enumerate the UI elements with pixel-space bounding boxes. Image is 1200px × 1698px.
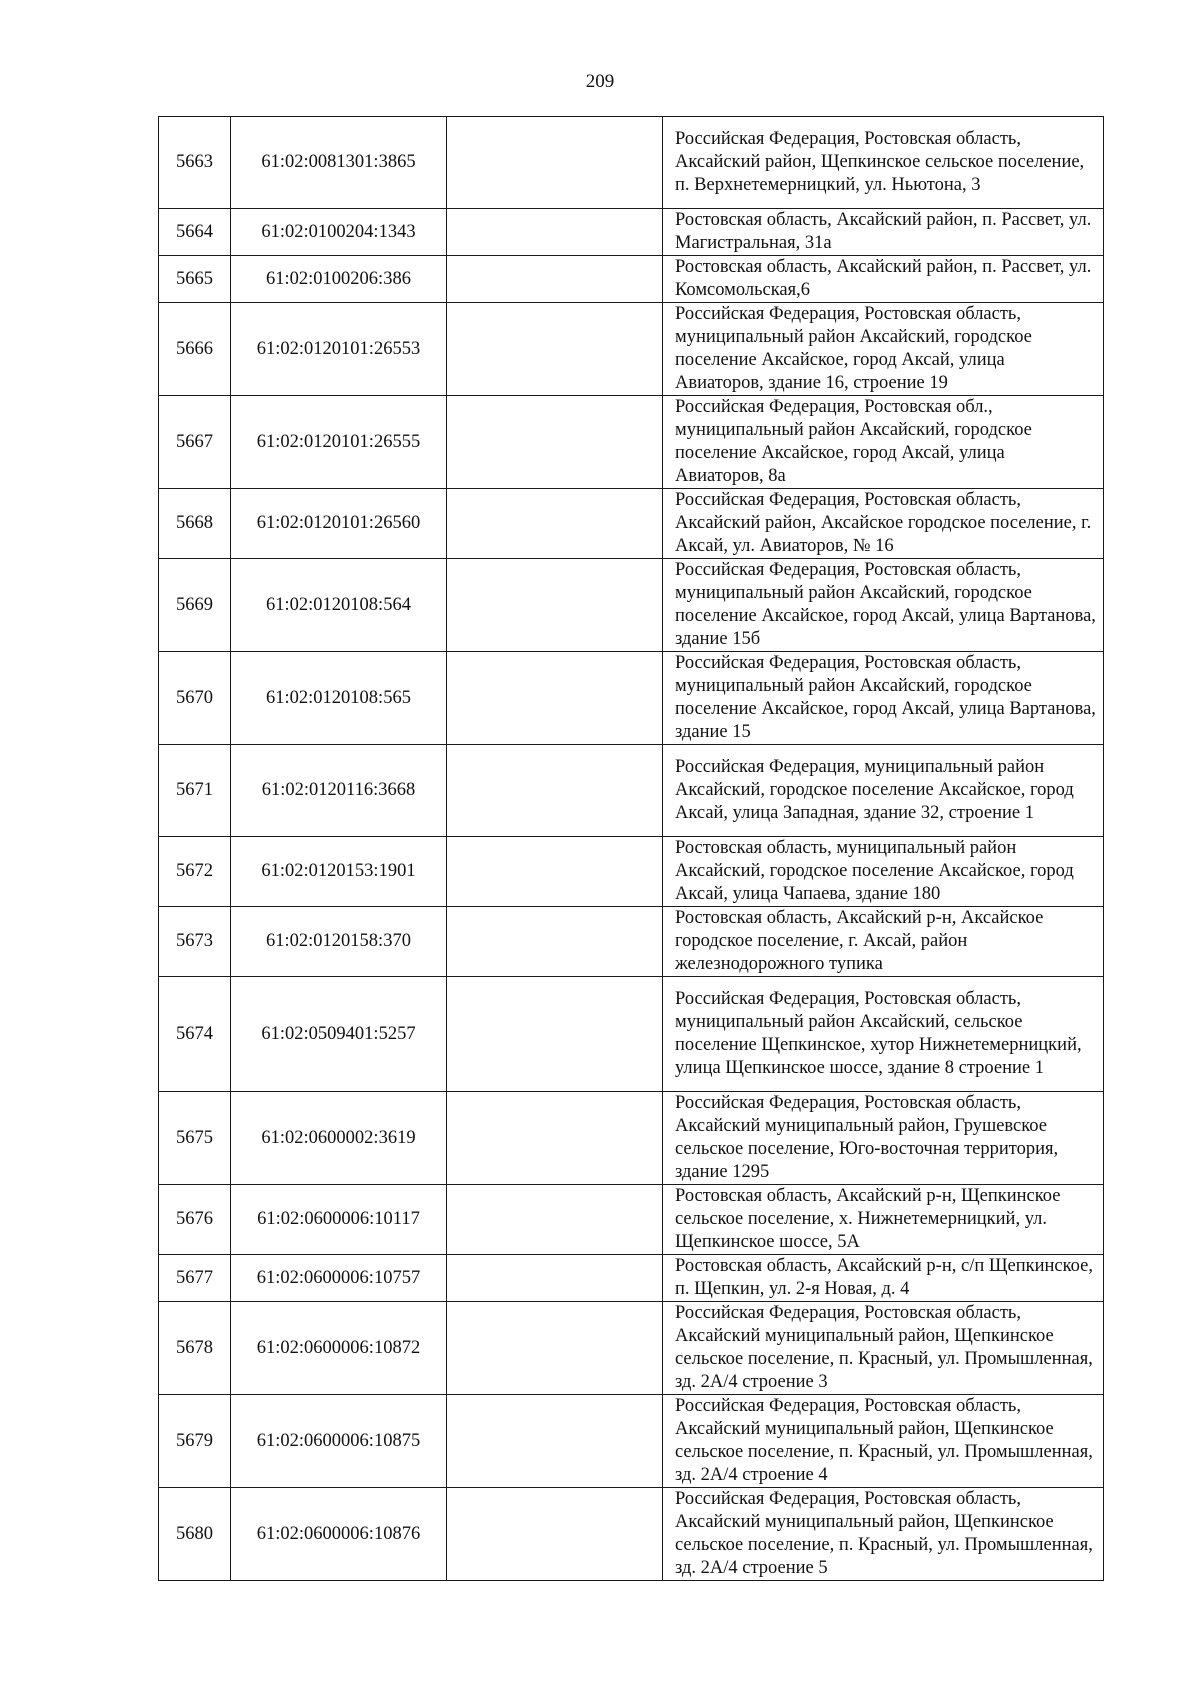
table-row	[159, 1302, 1104, 1395]
cadastral-number-cell: 61:02:0509401:5257	[231, 977, 447, 1092]
cadastral-number-cell: 61:02:0120153:1901	[231, 837, 447, 907]
table-row	[159, 745, 1104, 837]
table-row	[159, 1488, 1104, 1581]
row-number-cell: 5670	[159, 652, 231, 745]
empty-cell	[447, 1092, 663, 1185]
cadastral-number-cell: 61:02:0600006:10876	[231, 1488, 447, 1581]
address-cell: Российская Федерация, Ростовская область, Аксайский муниципальный район, Щепкинское сельское поселение, п. Красный, ул. Промышленная, зд. 2А/4 строение 4	[663, 1395, 1104, 1488]
table-row	[159, 396, 1104, 489]
table-row	[159, 652, 1104, 745]
row-number-cell: 5671	[159, 745, 231, 837]
row-number-cell: 5676	[159, 1185, 231, 1255]
row-number-cell: 5663	[159, 117, 231, 209]
cadastral-number-cell: 61:02:0600006:10757	[231, 1255, 447, 1302]
cadastral-number-cell: 61:02:0120101:26553	[231, 303, 447, 396]
empty-cell	[447, 837, 663, 907]
row-number-cell: 5673	[159, 907, 231, 977]
address-cell: Российская Федерация, Ростовская область, муниципальный район Аксайский, городское поселение Аксайское, город Аксай, улица Авиаторов, здание 16, строение 19	[663, 303, 1104, 396]
empty-cell	[447, 1488, 663, 1581]
address-cell: Ростовская область, Аксайский район, п. Рассвет, ул. Магистральная, 31а	[663, 209, 1104, 256]
page-number: 209	[585, 71, 615, 92]
cadastral-number-cell: 61:02:0120101:26555	[231, 396, 447, 489]
cadastral-number-cell: 61:02:0100204:1343	[231, 209, 447, 256]
cadastral-number-cell: 61:02:0120108:564	[231, 559, 447, 652]
address-cell: Российская Федерация, Ростовская область, муниципальный район Аксайский, сельское поселение Щепкинское, хутор Нижнетемерницкий, улица Щепкинское шоссе, здание 8 строение 1	[663, 977, 1104, 1092]
row-number-cell: 5680	[159, 1488, 231, 1581]
empty-cell	[447, 1395, 663, 1488]
cadastral-number-cell: 61:02:0120116:3668	[231, 745, 447, 837]
cadastral-number-cell: 61:02:0600006:10875	[231, 1395, 447, 1488]
table-row	[159, 1395, 1104, 1488]
table-row	[159, 1255, 1104, 1302]
row-number-cell: 5678	[159, 1302, 231, 1395]
table-row	[159, 559, 1104, 652]
row-number-cell: 5679	[159, 1395, 231, 1488]
row-number-cell: 5667	[159, 396, 231, 489]
empty-cell	[447, 907, 663, 977]
cadastral-number-cell: 61:02:0120101:26560	[231, 489, 447, 559]
address-cell: Российская Федерация, Ростовская область, Аксайский муниципальный район, Щепкинское сельское поселение, п. Красный, ул. Промышленная, зд. 2А/4 строение 3	[663, 1302, 1104, 1395]
row-number-cell: 5666	[159, 303, 231, 396]
empty-cell	[447, 1302, 663, 1395]
empty-cell	[447, 559, 663, 652]
table-row	[159, 256, 1104, 303]
address-cell: Российская Федерация, Ростовская область, муниципальный район Аксайский, городское поселение Аксайское, город Аксай, улица Вартанова, здание 15б	[663, 559, 1104, 652]
table-row	[159, 907, 1104, 977]
row-number-cell: 5669	[159, 559, 231, 652]
address-cell: Ростовская область, муниципальный район Аксайский, городское поселение Аксайское, город Аксай, улица Чапаева, здание 180	[663, 837, 1104, 907]
empty-cell	[447, 256, 663, 303]
property-table	[158, 116, 1104, 1581]
empty-cell	[447, 303, 663, 396]
empty-cell	[447, 745, 663, 837]
table-row	[159, 303, 1104, 396]
cadastral-number-cell: 61:02:0120108:565	[231, 652, 447, 745]
table-row	[159, 837, 1104, 907]
cadastral-number-cell: 61:02:0120158:370	[231, 907, 447, 977]
address-cell: Ростовская область, Аксайский р-н, Аксайское городское поселение, г. Аксай, район железнодорожного тупика	[663, 907, 1104, 977]
empty-cell	[447, 209, 663, 256]
row-number-cell: 5668	[159, 489, 231, 559]
empty-cell	[447, 489, 663, 559]
table-row	[159, 117, 1104, 209]
row-number-cell: 5675	[159, 1092, 231, 1185]
empty-cell	[447, 1255, 663, 1302]
table-row	[159, 489, 1104, 559]
address-cell: Ростовская область, Аксайский р-н, Щепкинское сельское поселение, х. Нижнетемерницкий, ул. Щепкинское шоссе, 5А	[663, 1185, 1104, 1255]
address-cell: Российская Федерация, Ростовская область, Аксайский район, Аксайское городское поселение, г. Аксай, ул. Авиаторов, № 16	[663, 489, 1104, 559]
cadastral-number-cell: 61:02:0100206:386	[231, 256, 447, 303]
cadastral-number-cell: 61:02:0600006:10117	[231, 1185, 447, 1255]
table-row	[159, 209, 1104, 256]
address-cell: Российская Федерация, Ростовская область, муниципальный район Аксайский, городское поселение Аксайское, город Аксай, улица Вартанова, здание 15	[663, 652, 1104, 745]
empty-cell	[447, 652, 663, 745]
address-cell: Ростовская область, Аксайский район, п. Рассвет, ул. Комсомольская,6	[663, 256, 1104, 303]
table-body	[159, 117, 1104, 1581]
empty-cell	[447, 396, 663, 489]
address-cell: Российская Федерация, Ростовская обл., муниципальный район Аксайский, городское поселение Аксайское, город Аксай, улица Авиаторов, 8а	[663, 396, 1104, 489]
address-cell: Российская Федерация, Ростовская область, Аксайский муниципальный район, Щепкинское сельское поселение, п. Красный, ул. Промышленная, зд. 2А/4 строение 5	[663, 1488, 1104, 1581]
cadastral-number-cell: 61:02:0081301:3865	[231, 117, 447, 209]
address-cell: Российская Федерация, Ростовская область, Аксайский район, Щепкинское сельское поселение, п. Верхнетемерницкий, ул. Ньютона, 3	[663, 117, 1104, 209]
row-number-cell: 5672	[159, 837, 231, 907]
address-cell: Российская Федерация, муниципальный район Аксайский, городское поселение Аксайское, город Аксай, улица Западная, здание 32, строение 1	[663, 745, 1104, 837]
row-number-cell: 5664	[159, 209, 231, 256]
empty-cell	[447, 1185, 663, 1255]
empty-cell	[447, 977, 663, 1092]
address-cell: Российская Федерация, Ростовская область, Аксайский муниципальный район, Грушевское сельское поселение, Юго-восточная территория, здание 1295	[663, 1092, 1104, 1185]
cadastral-number-cell: 61:02:0600006:10872	[231, 1302, 447, 1395]
table-row	[159, 977, 1104, 1092]
table-row	[159, 1092, 1104, 1185]
address-cell: Ростовская область, Аксайский р-н, с/п Щепкинское, п. Щепкин, ул. 2-я Новая, д. 4	[663, 1255, 1104, 1302]
table-row	[159, 1185, 1104, 1255]
row-number-cell: 5677	[159, 1255, 231, 1302]
empty-cell	[447, 117, 663, 209]
row-number-cell: 5665	[159, 256, 231, 303]
cadastral-number-cell: 61:02:0600002:3619	[231, 1092, 447, 1185]
row-number-cell: 5674	[159, 977, 231, 1092]
